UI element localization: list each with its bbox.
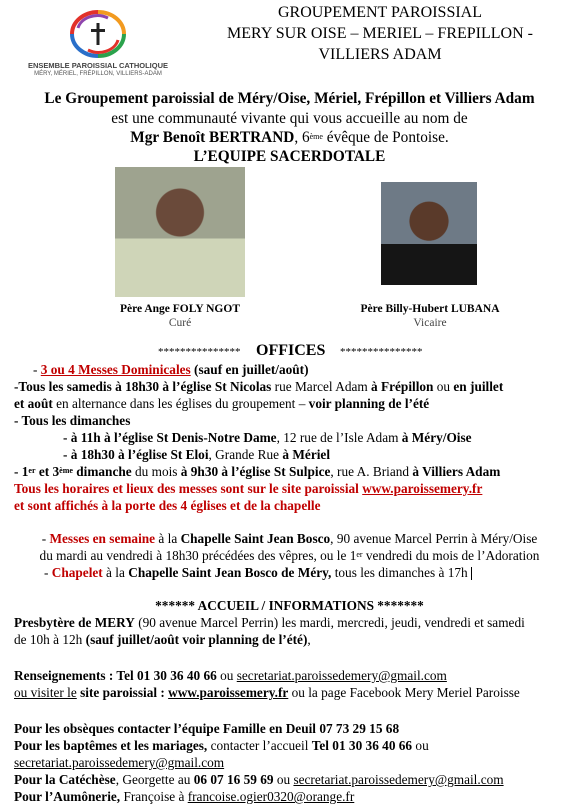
text: Tel 01 30 36 40 66: [311, 738, 413, 753]
accueil-line-5: Pour les obsèques contacter l’équipe Famille en Deuil 07 73 29 15 68: [14, 721, 400, 736]
accueil-line-9: [14, 789, 354, 805]
text: à Méry/Oise: [401, 430, 472, 445]
weekday-masses: Messes en semaine: [49, 531, 156, 546]
text: à la: [102, 565, 129, 580]
parish-logo: [18, 6, 178, 86]
accueil-title: ****** ACCUEIL / INFORMATIONS *******: [155, 598, 424, 613]
text: Pour les baptêmes et les mariages,: [14, 738, 208, 753]
text: 06 07 16 59 69: [193, 772, 274, 787]
accueil-line-2: [14, 632, 311, 648]
header-line-2: MERY SUR OISE – MERIEL – FREPILLON -: [227, 25, 533, 42]
text: Presbytère de MERY: [14, 615, 135, 630]
superscript: ème: [59, 466, 73, 475]
offices-line-4: - Tous les dimanches: [14, 413, 131, 428]
text: , 12 rue de l’Isle Adam: [276, 430, 402, 445]
text: Chapelle Saint Jean Bosco: [180, 531, 331, 546]
email-link[interactable]: secretariat.paroissedemery@gmail.com: [236, 668, 447, 683]
text: ,: [307, 632, 311, 647]
text: Chapelle Saint Jean Bosco de Méry,: [128, 565, 332, 580]
website-link[interactable]: www.paroissemery.fr: [362, 481, 483, 496]
text: Pour la Catéchèse: [14, 772, 116, 787]
text: -Tous les samedis à 18h30 à l’église St Nicolas: [14, 379, 272, 394]
accueil-line-7: [14, 755, 224, 771]
text: voir planning de l’été: [308, 396, 430, 411]
text: rue Marcel Adam: [271, 379, 372, 394]
accueil-line-4: [14, 685, 520, 701]
text: et août: [14, 396, 53, 411]
accueil-line-6: [14, 738, 429, 754]
dash: -: [33, 362, 41, 377]
text: dimanche: [72, 464, 132, 479]
text: , Georgette au: [115, 772, 194, 787]
priest-role: Vicaire: [413, 317, 447, 329]
text: du mardi au vendredi à 18h30 précédées des vêpres, ou le 1: [39, 548, 357, 563]
text: , 90 avenue Marcel Perrin à Méry/Oise: [330, 531, 538, 546]
text: ou: [216, 668, 237, 683]
sunday-masses: 3 ou 4 Messes Dominicales: [40, 362, 191, 377]
text: - à 18h30 à l’église St Eloi: [63, 447, 209, 462]
text: et 3: [35, 464, 60, 479]
weekday-line-3: [44, 565, 472, 581]
team-heading: L’EQUIPE SACERDOTALE: [193, 148, 386, 165]
website-link[interactable]: www.paroissemery.fr: [168, 685, 289, 700]
accueil-line-1: [14, 615, 525, 631]
text: Tous les horaires et lieux des messes sont sur le site paroissial: [14, 481, 363, 496]
email-link[interactable]: secretariat.paroissedemery@gmail.com: [293, 772, 504, 787]
text: Françoise à: [120, 789, 188, 804]
text: contacter l’accueil: [207, 738, 312, 753]
text-cursor-icon: [471, 567, 472, 580]
text: ou: [433, 379, 454, 394]
note: (sauf en juillet/août): [190, 362, 309, 377]
weekday-line-1: [0, 531, 579, 547]
superscript: er: [28, 466, 36, 475]
text: du mois: [131, 464, 181, 479]
intro-text: évêque de Pontoise.: [322, 129, 449, 146]
stars-left: ***************: [158, 346, 241, 358]
text: à 9h30 à l’église St Sulpice: [180, 464, 331, 479]
priest-role: Curé: [168, 317, 192, 329]
priest-photo-vicaire: [381, 182, 477, 285]
text: - 1: [14, 464, 29, 479]
logo-title: ENSEMBLE PAROISSIAL CATHOLIQUE: [27, 61, 168, 70]
text: - à 11h à l’église St Denis-Notre Dame: [63, 430, 277, 445]
priest-name: Père Ange FOLY NGOT: [119, 303, 240, 315]
logo-subtitle: MÉRY, MÉRIEL, FRÉPILLON, VILLIERS-ADAM: [34, 71, 162, 77]
offices-line-9: et sont affichés à la porte des 4 églises et de la chapelle: [14, 498, 321, 513]
text: , Grande Rue: [208, 447, 283, 462]
text: ou la page Facebook Mery Meriel Paroisse: [288, 685, 520, 700]
offices-line-7: [14, 464, 500, 480]
intro-line-1: Le Groupement paroissial de Méry/Oise, Mériel, Frépillon et Villiers Adam: [44, 90, 535, 107]
text: (sauf juillet/août voir planning de l’été): [85, 632, 308, 647]
text: à Villiers Adam: [412, 464, 501, 479]
bishop-name: Mgr Benoît BERTRAND: [130, 129, 295, 146]
dash: -: [44, 565, 52, 580]
offices-line-1: [33, 362, 309, 378]
email-link[interactable]: secretariat.paroissedemery@gmail.com: [14, 755, 225, 770]
header-line-3: VILLIERS ADAM: [318, 46, 442, 63]
text: tous les dimanches à 17h: [331, 565, 468, 580]
text: (90 avenue Marcel Perrin) les mardi, mercredi, jeudi, vendredi et samedi: [134, 615, 525, 630]
text: ou: [273, 772, 294, 787]
text: ou: [412, 738, 429, 753]
priest-name: Père Billy-Hubert LUBANA: [360, 303, 500, 315]
header-line-1: GROUPEMENT PAROISSIAL: [277, 4, 483, 21]
text: à la: [155, 531, 181, 546]
email-link[interactable]: francoise.ogier0320@orange.fr: [187, 789, 355, 804]
text: Renseignements : Tel 01 30 36 40 66: [14, 668, 217, 683]
text: à Frépillon: [371, 379, 434, 394]
stars-right: ***************: [340, 346, 423, 358]
text: ou visiter le: [14, 685, 77, 700]
text: de 10h à 12h: [14, 632, 86, 647]
offices-line-5: [63, 430, 472, 446]
intro-line-3: [0, 129, 579, 147]
text: Pour l’Aumônerie,: [14, 789, 121, 804]
chapelet: Chapelet: [51, 565, 103, 580]
dash: -: [41, 531, 50, 546]
offices-line-2: [14, 379, 503, 395]
offices-line-8: [14, 481, 482, 497]
weekday-line-2: [0, 548, 579, 564]
text: vendredi du mois de l’Adoration: [362, 548, 540, 563]
text: , rue A. Briand: [330, 464, 413, 479]
text: site paroissial :: [76, 685, 169, 700]
text: en juillet: [453, 379, 504, 394]
intro-text: , 6: [294, 129, 310, 146]
priest-photo-cure: [115, 167, 245, 297]
text: à Mériel: [282, 447, 331, 462]
superscript: ème: [309, 132, 323, 141]
offices-line-6: [63, 447, 330, 463]
accueil-line-3: [14, 668, 447, 684]
superscript: er: [356, 550, 363, 559]
intro-line-2: est une communauté vivante qui vous accueille au nom de: [111, 110, 468, 127]
text: en alternance dans les églises du groupement –: [52, 396, 309, 411]
offices-title: OFFICES: [256, 342, 326, 359]
accueil-line-8: [14, 772, 504, 788]
offices-line-3: [14, 396, 429, 412]
